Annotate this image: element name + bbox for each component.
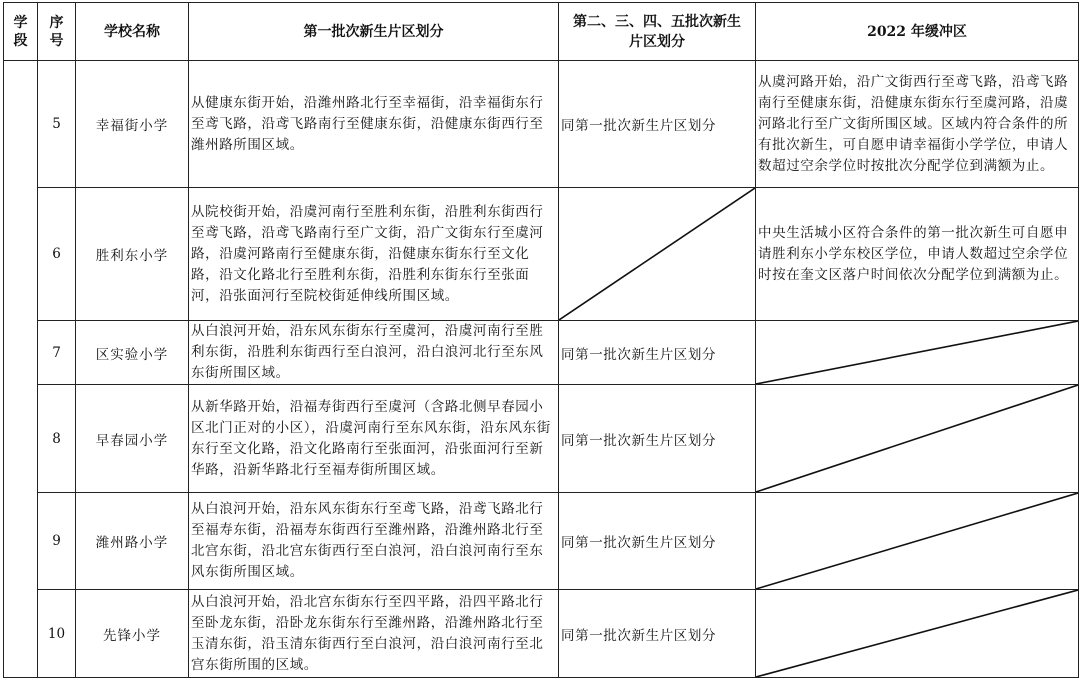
buffer-empty-slash: [756, 321, 1079, 385]
batch1-zone: 从白浪河开始，沿东风东街东行至虞河，沿虞河南行至胜利东街，沿胜利东街西行至白浪河，沿白浪河北行至东风东街所围区域。: [189, 321, 559, 385]
batch1-zone: 从院校街开始，沿虞河南行至胜利东街，沿胜利东街西行至鸢飞路，沿鸢飞路南行至广文街，沿广文街东行至虞河路，沿虞河路南行至健康东街，沿健康东街东行至文化路，沿文化路北行至胜利东街，沿胜利东街东行至张面河，沿张面河行至院校街延伸线所围区域。: [189, 188, 559, 321]
buffer-empty-slash: [756, 385, 1079, 493]
header-batch1: 第一批次新生片区划分: [189, 3, 559, 61]
row-index: 10: [38, 590, 76, 678]
school-name: 潍州路小学: [76, 493, 189, 590]
diagonal-slash: [756, 321, 1078, 384]
buffer-zone: 从虞河路开始，沿广文街西行至鸢飞路，沿鸢飞路南行至健康东街，沿健康东街东行至虞河路，沿虞河路北行至广文街所围区域。区域内符合条件的所有批次新生，可自愿申请幸福街小学学位，申请人数超过空余学位时按批次分配学位到满额为止。: [756, 61, 1079, 188]
header-buffer-zone: 2022 年缓冲区: [756, 3, 1079, 61]
batch2to5-empty-slash: [559, 188, 756, 321]
batch1-zone: 从新华路开始，沿福寿街西行至虞河（含路北侧早春园小区北门正对的小区），沿虞河南行至东风东街，沿东风东街东行至文化路，沿文化路南行至张面河，沿张面河行至新华路，沿新华路北行至福寿街所围区域。: [189, 385, 559, 493]
header-school-name: 学校名称: [76, 3, 189, 61]
diagonal-slash: [559, 188, 755, 320]
header-index: 序号: [38, 3, 76, 61]
row-index: 7: [38, 321, 76, 385]
batch1-zone: 从白浪河开始，沿北宫东街东行至四平路，沿四平路北行至卧龙东街，沿卧龙东街东行至潍州路，沿潍州路北行至玉清东街，沿玉清东街西行至白浪河，沿白浪河南行至北宫东街所围的区域。: [189, 590, 559, 678]
batch1-zone: 从白浪河开始，沿东风东街东行至鸢飞路，沿鸢飞路北行至福寿东街，沿福寿东街西行至潍州路，沿潍州路北行至北宫东街，沿北宫东街西行至白浪河，沿白浪河南行至东风东街所围区域。: [189, 493, 559, 590]
segment-cell: [4, 61, 38, 678]
buffer-empty-slash: [756, 590, 1079, 678]
header-segment: 学段: [4, 3, 38, 61]
diagonal-slash: [756, 385, 1078, 492]
table-row: [4, 590, 1079, 678]
diagonal-slash: [756, 590, 1078, 677]
table-row: [4, 385, 1079, 493]
school-name: 胜利东小学: [76, 188, 189, 321]
batch2to5-zone: 同第一批次新生片区划分: [559, 493, 756, 590]
batch1-zone: 从健康东街开始，沿潍州路北行至幸福街，沿幸福街东行至鸢飞路，沿鸢飞路南行至健康东街，沿健康东街西行至潍州路所围区域。: [189, 61, 559, 188]
row-index: 5: [38, 61, 76, 188]
row-index: 6: [38, 188, 76, 321]
header-row: [4, 3, 1079, 61]
row-index: 9: [38, 493, 76, 590]
row-index: 8: [38, 385, 76, 493]
batch2to5-zone: 同第一批次新生片区划分: [559, 321, 756, 385]
buffer-zone: 中央生活城小区符合条件的第一批次新生可自愿申请胜利东小学东校区学位，申请人数超过空余学位时按在奎文区落户时间依次分配学位到满额为止。: [756, 188, 1079, 321]
enrollment-zone-table: [3, 2, 1079, 678]
school-name: 早春园小学: [76, 385, 189, 493]
school-name: 幸福街小学: [76, 61, 189, 188]
table-row: [4, 61, 1079, 188]
header-batch2to5: 第二、三、四、五批次新生片区划分: [559, 3, 756, 61]
buffer-empty-slash: [756, 493, 1079, 590]
diagonal-slash: [756, 493, 1078, 589]
table-row: [4, 493, 1079, 590]
school-name: 先锋小学: [76, 590, 189, 678]
table-row: [4, 188, 1079, 321]
school-name: 区实验小学: [76, 321, 189, 385]
table-row: [4, 321, 1079, 385]
batch2to5-zone: 同第一批次新生片区划分: [559, 385, 756, 493]
batch2to5-zone: 同第一批次新生片区划分: [559, 590, 756, 678]
batch2to5-zone: 同第一批次新生片区划分: [559, 61, 756, 188]
